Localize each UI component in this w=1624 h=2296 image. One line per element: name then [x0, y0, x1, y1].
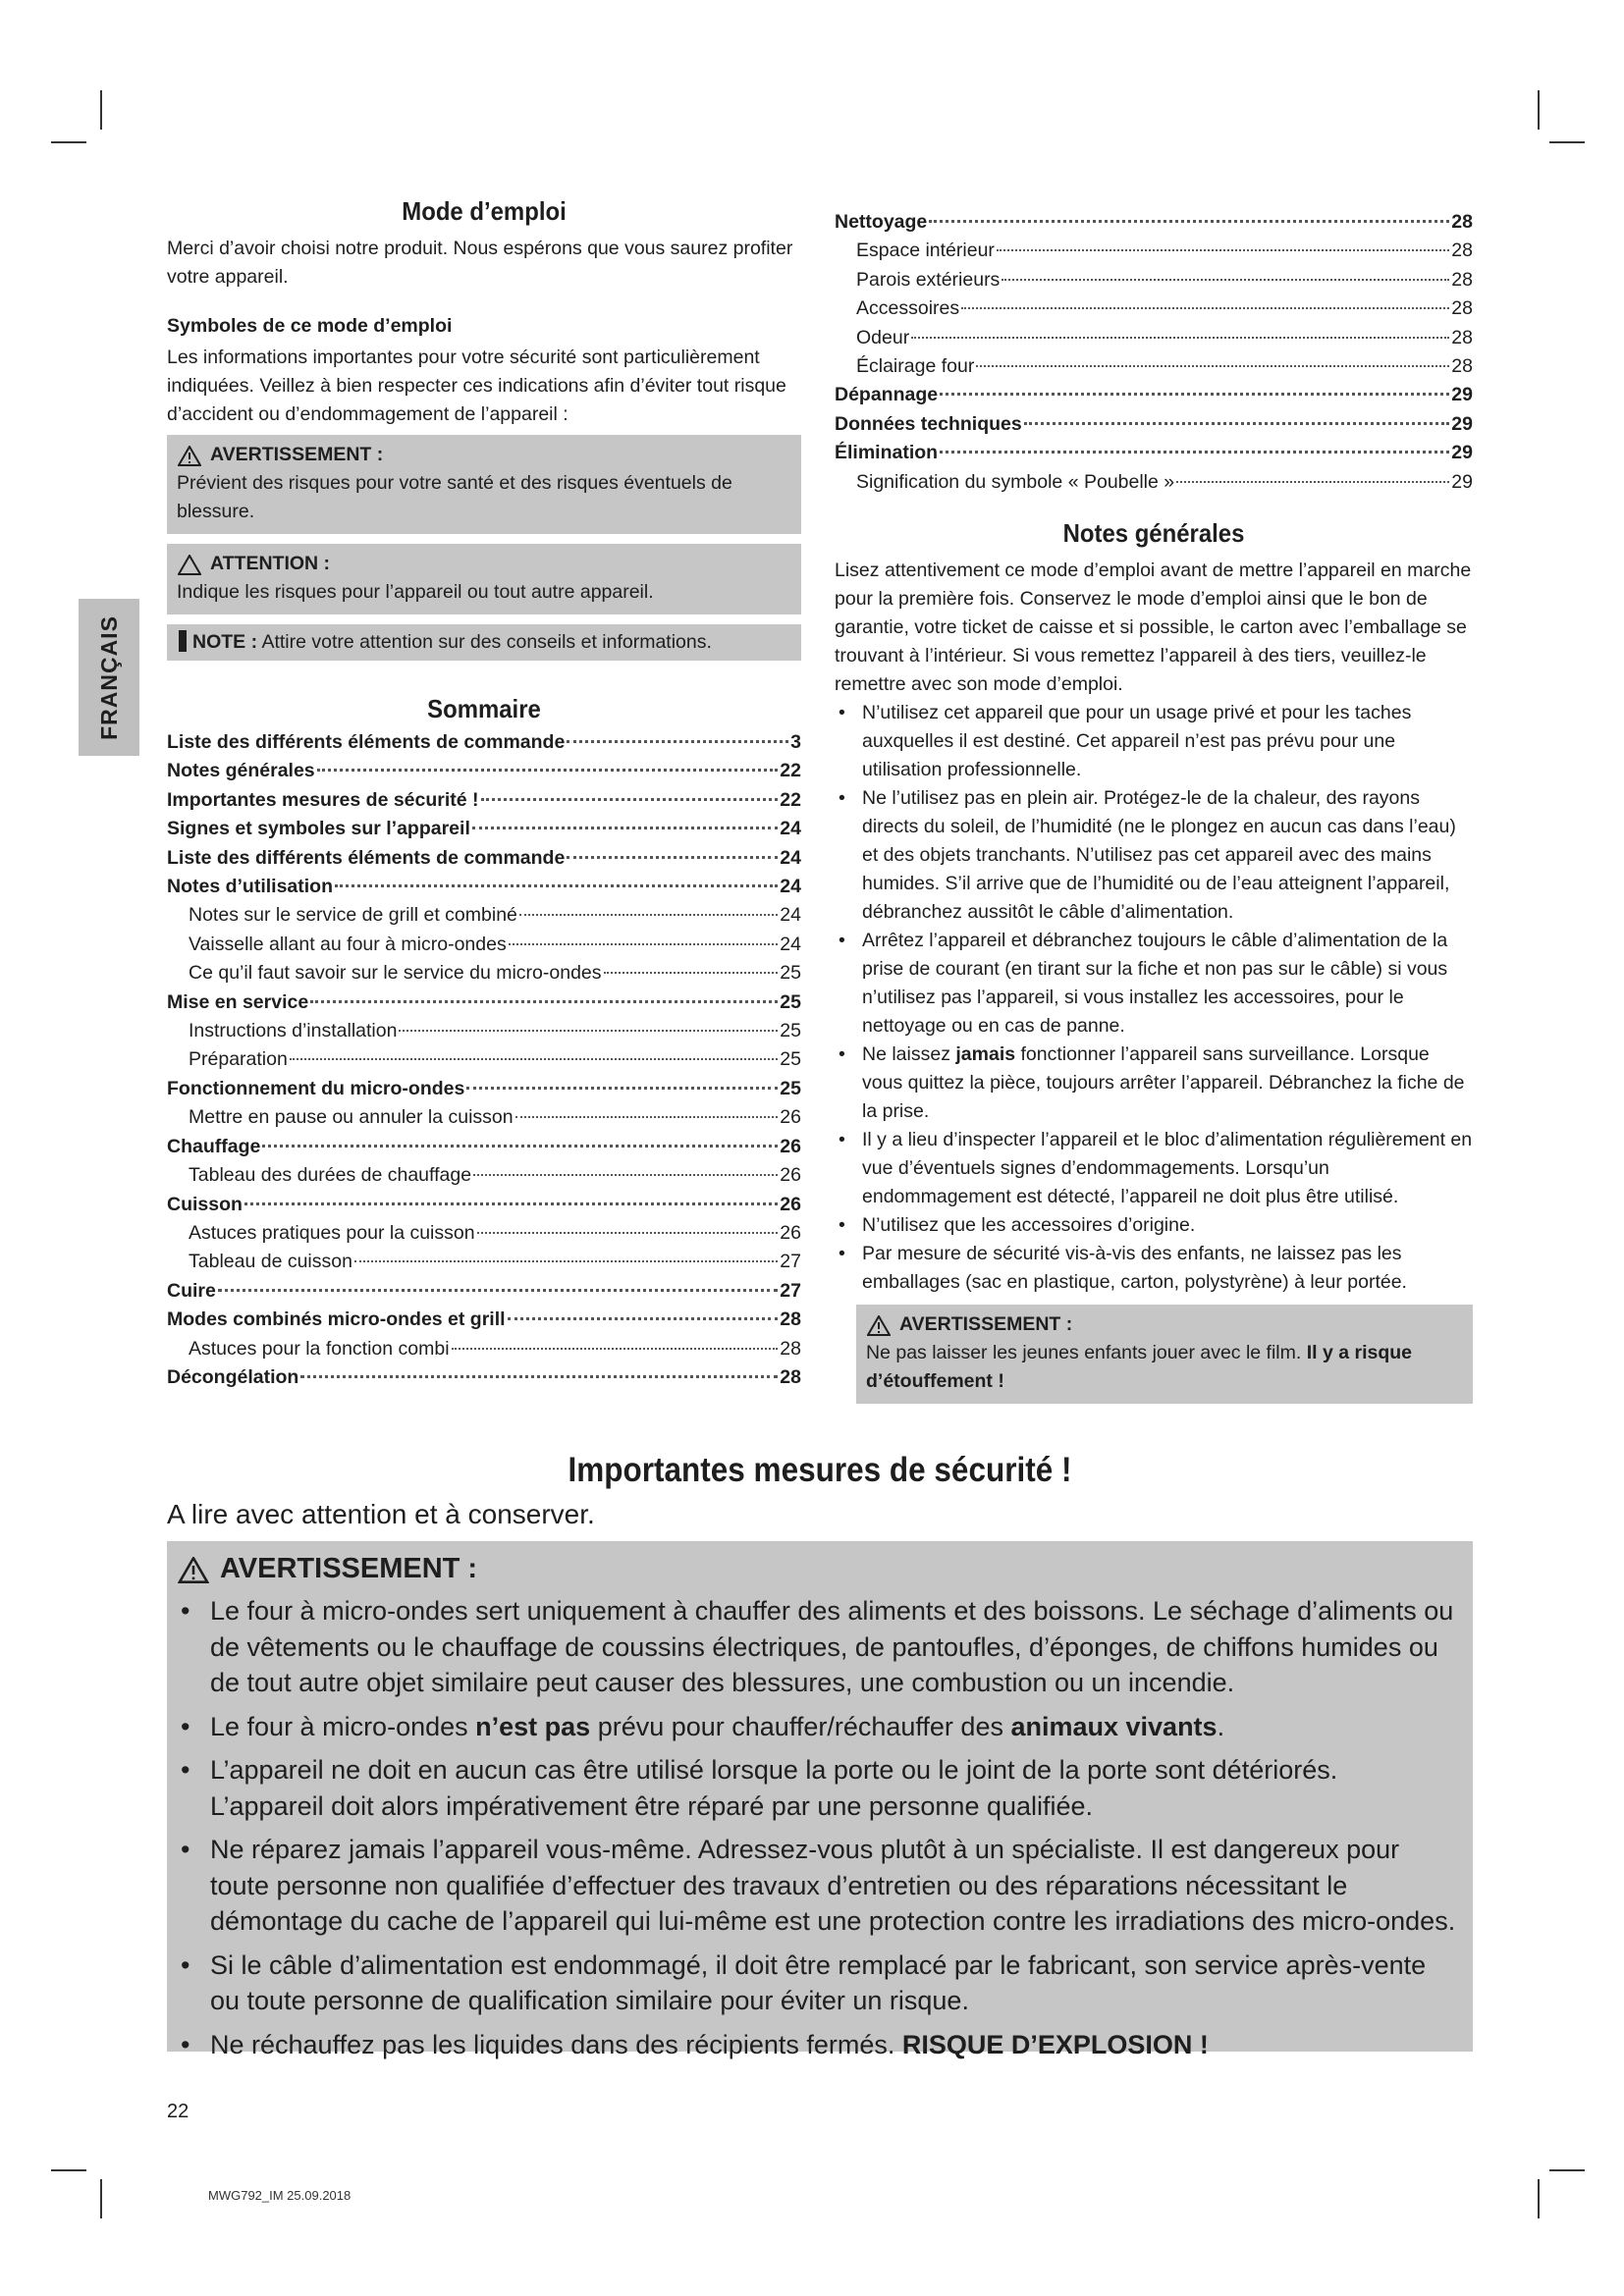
- toc-entry: [835, 266, 1473, 294]
- toc-entry: [167, 1075, 801, 1103]
- toc-entry-label: Éclairage four: [856, 355, 975, 378]
- toc-leader-dots: [940, 451, 1449, 454]
- toc-entry: [835, 294, 1473, 323]
- toc-entry-label: Astuces pour la fonction combi: [189, 1337, 450, 1360]
- note-text: Attire votre attention sur des conseils et informations.: [261, 631, 712, 653]
- toc-entry-page: 27: [780, 1251, 801, 1273]
- bullet-text: N’utilisez que les accessoires d’origine.: [862, 1214, 1196, 1237]
- toc-entry: [167, 1161, 801, 1190]
- toc-entry: [167, 1045, 801, 1074]
- toc-entry-page: 28: [1451, 211, 1473, 233]
- toc-entry-label: Chauffage: [167, 1135, 261, 1157]
- toc-entry-label: Tableau de cuisson: [189, 1251, 352, 1273]
- bullet-text: Par mesure de sécurité vis-à-vis des enfants, ne laissez pas les emballages (sac en plastique, carton, polystyrène) à leur portée.: [862, 1243, 1407, 1294]
- bullet-text: Ne réparez jamais l’appareil vous-même. Adressez-vous plutôt à un spécialiste. Il est dangereux pour toute personne non qualifiée d’effectuer des travaux d’entretien ou des réparations nécessitant le démontage du cache de l’appareil qui lui-même est une protection contre les irradiations des micro-ondes.: [210, 1835, 1456, 1936]
- toc-entry-label: Liste des différents éléments de commande: [167, 846, 566, 869]
- toc-leader-dots: [567, 856, 778, 859]
- sommaire-title: Sommaire: [427, 694, 541, 723]
- warning-triangle-icon: [177, 1556, 210, 1583]
- toc-leader-dots: [961, 307, 1449, 309]
- toc-entry: [167, 1219, 801, 1248]
- toc-entry-page: 25: [780, 990, 801, 1013]
- toc-leader-dots: [515, 1116, 779, 1118]
- table-of-contents-right: [835, 208, 1473, 497]
- toc-leader-dots: [218, 1289, 778, 1292]
- toc-entry-label: Préparation: [189, 1048, 288, 1071]
- attention-text: Indique les risques pour l’appareil ou tout autre appareil.: [177, 581, 654, 603]
- crop-mark-top-left-horizontal: [51, 141, 86, 143]
- list-item: [835, 927, 1473, 1041]
- bullet-text: prévu pour chauffer/réchauffer des: [590, 1711, 1011, 1741]
- toc-entry-page: 29: [1451, 442, 1473, 464]
- toc-entry-page: 25: [780, 1077, 801, 1099]
- toc-leader-dots: [310, 1000, 778, 1003]
- toc-entry: [835, 324, 1473, 352]
- toc-leader-dots: [519, 914, 778, 916]
- notes-warning-text: Ne pas laisser les jeunes enfants jouer avec le film.: [866, 1342, 1302, 1364]
- toc-entry-page: 26: [780, 1193, 801, 1215]
- bullet-bold: jamais: [955, 1043, 1016, 1066]
- list-item: [835, 1041, 1473, 1126]
- toc-entry-page: 25: [780, 962, 801, 985]
- toc-leader-dots: [399, 1030, 778, 1032]
- toc-leader-dots: [452, 1348, 779, 1350]
- toc-leader-dots: [473, 1174, 778, 1176]
- toc-entry: [167, 786, 801, 815]
- toc-entry-page: 28: [1451, 326, 1473, 348]
- list-item: [177, 1832, 1457, 1940]
- toc-entry-page: 22: [780, 760, 801, 782]
- attention-symbol-box: [167, 544, 801, 614]
- toc-entry: [167, 1103, 801, 1132]
- toc-entry-page: 26: [780, 1135, 801, 1157]
- bullet-text: Le four à micro-ondes sert uniquement à chauffer des aliments et des boissons. Le séchage d’aliments ou de vêtements ou le chauffage de coussins électriques, de pantoufles, d’éponges, de chiffons humides ou de tout autre objet similaire peut causer des blessures, une combustion ou un incendie.: [210, 1596, 1454, 1697]
- toc-entry-label: Instructions d’installation: [189, 1020, 398, 1042]
- toc-entry-label: Vaisselle allant au four à micro-ondes: [189, 933, 507, 955]
- toc-entry: [167, 873, 801, 901]
- toc-entry-label: Importantes mesures de sécurité !: [167, 788, 479, 811]
- toc-leader-dots: [940, 393, 1449, 396]
- toc-entry: [835, 208, 1473, 237]
- notes-generales-title: Notes générales: [1062, 518, 1245, 549]
- bullet-text: Si le câble d’alimentation est endommagé, il doit être remplacé par le fabricant, son service après-vente ou toute personne de qualification similaire pour éviter un risque.: [210, 1949, 1427, 2015]
- toc-entry-page: 24: [780, 904, 801, 927]
- toc-entry: [167, 728, 801, 757]
- toc-entry-label: Signification du symbole « Poubelle »: [856, 470, 1175, 493]
- right-column: [835, 208, 1473, 1404]
- toc-leader-dots: [1001, 279, 1449, 281]
- notes-warning-box: [856, 1305, 1473, 1404]
- language-side-tab: [79, 599, 139, 756]
- list-item: [177, 1948, 1457, 2019]
- bullet-bold: n’est pas: [475, 1711, 591, 1741]
- toc-leader-dots: [1176, 481, 1449, 483]
- toc-leader-dots: [472, 827, 778, 829]
- toc-entry-page: 25: [780, 1048, 801, 1071]
- toc-entry-label: Cuire: [167, 1279, 216, 1302]
- attention-triangle-icon: [177, 554, 202, 575]
- bullet-text: L’appareil ne doit en aucun cas être utilisé lorsque la porte ou le joint de la porte sont détériorés. L’appareil doit alors impérativement être réparé par une personne qualifiée.: [210, 1755, 1338, 1821]
- attention-label: ATTENTION :: [210, 553, 331, 574]
- mode-emploi-intro: Merci d’avoir choisi notre produit. Nous espérons que vous saurez profiter votre appareil.: [167, 238, 793, 288]
- toc-entry-label: Fonctionnement du micro-ondes: [167, 1077, 465, 1099]
- bullet-text: Arrêtez l’appareil et débranchez toujours le câble d’alimentation de la prise de courant (en tirant sur la fiche et non pas sur le câble) si vous n’utilisez pas l’appareil, si vous installez les accessoires, pour le nettoyage ou en cas de panne.: [862, 930, 1448, 1038]
- toc-entry: [167, 815, 801, 843]
- importantes-list: [177, 1593, 1457, 2062]
- bullet-text: .: [1217, 1711, 1225, 1741]
- warning-symbol-box: [167, 435, 801, 534]
- toc-entry-label: Accessoires: [856, 297, 960, 320]
- note-symbol-box: [167, 624, 801, 661]
- list-item: [177, 2027, 1457, 2063]
- toc-entry: [835, 439, 1473, 467]
- toc-entry-label: Mise en service: [167, 990, 309, 1013]
- toc-entry-page: 28: [780, 1308, 801, 1331]
- toc-entry-page: 27: [780, 1279, 801, 1302]
- toc-entry-page: 24: [780, 876, 801, 898]
- toc-entry: [167, 1191, 801, 1219]
- list-item: [835, 1126, 1473, 1211]
- toc-leader-dots: [509, 943, 779, 945]
- table-of-contents-left: [167, 728, 801, 1392]
- toc-entry-page: 24: [780, 846, 801, 869]
- toc-entry-label: Élimination: [835, 442, 939, 464]
- left-column: [167, 196, 801, 1392]
- toc-entry: [167, 757, 801, 785]
- toc-entry: [167, 988, 801, 1017]
- toc-entry-label: Ce qu’il faut savoir sur le service du micro-ondes: [189, 962, 602, 985]
- toc-entry-label: Notes d’utilisation: [167, 876, 334, 898]
- warning-text: Prévient des risques pour votre santé et des risques éventuels de blessure.: [177, 472, 732, 522]
- toc-entry-page: 28: [1451, 355, 1473, 378]
- language-label: FRANÇAIS: [95, 614, 122, 740]
- bullet-text: Il y a lieu d’inspecter l’appareil et le bloc d’alimentation régulièrement en vue d’éventuels signes d’endommagements. Lorsqu’un endommagement est détecté, l’appareil ne doit plus être utilisé.: [862, 1129, 1473, 1208]
- toc-leader-dots: [1024, 422, 1450, 425]
- list-item: [835, 1211, 1473, 1240]
- toc-entry: [167, 1017, 801, 1045]
- toc-leader-dots: [911, 337, 1449, 339]
- toc-entry-label: Notes générales: [167, 760, 315, 782]
- bullet-text: Ne l’utilisez pas en plein air. Protégez-le de la chaleur, des rayons directs du soleil, de l’humidité (ne le plongez en aucun cas dans l’eau) et des objets tranchants. N’utilisez pas cet appareil avec des mains humides. S’il arrive que de l’humidité ou de l’eau atteignent l’appareil, débranchez aussitôt le câble d’alimentation.: [862, 787, 1456, 924]
- toc-entry: [835, 352, 1473, 381]
- toc-leader-dots: [604, 972, 779, 974]
- toc-entry-page: 29: [1451, 412, 1473, 435]
- toc-entry: [835, 237, 1473, 265]
- toc-entry-page: 3: [790, 731, 801, 753]
- toc-leader-dots: [244, 1202, 778, 1205]
- toc-leader-dots: [929, 220, 1449, 223]
- toc-entry-page: 25: [780, 1020, 801, 1042]
- crop-mark-top-right-vertical: [1538, 90, 1540, 130]
- list-item: [835, 699, 1473, 784]
- crop-mark-bottom-left-vertical: [100, 2179, 102, 2218]
- toc-entry-page: 26: [780, 1106, 801, 1129]
- bullet-text: N’utilisez cet appareil que pour un usage privé et pour les taches auxquelles il est destiné. Cet appareil n’est pas prévu pour une utilisation professionnelle.: [862, 702, 1412, 781]
- info-icon: [179, 630, 187, 652]
- toc-entry-label: Signes et symboles sur l’appareil: [167, 818, 470, 840]
- bullet-text: Le four à micro-ondes: [210, 1711, 476, 1741]
- toc-entry-label: Notes sur le service de grill et combiné: [189, 904, 517, 927]
- toc-entry: [167, 1277, 801, 1306]
- toc-entry-label: Espace intérieur: [856, 240, 995, 262]
- toc-entry-page: 28: [780, 1337, 801, 1360]
- footer-code: MWG792_IM 25.09.2018: [208, 2188, 352, 2203]
- toc-leader-dots: [290, 1058, 778, 1060]
- crop-mark-bottom-right-vertical: [1538, 2179, 1540, 2218]
- toc-entry: [167, 901, 801, 930]
- toc-leader-dots: [477, 1232, 779, 1234]
- symbols-text: Les informations importantes pour votre sécurité sont particulièrement indiquées. Veillez à bien respecter ces indications afin d’éviter tout risque d’accident ou d’endommagement de l’appareil :: [167, 347, 786, 425]
- list-item: [177, 1752, 1457, 1824]
- toc-entry-label: Liste des différents éléments de commande: [167, 731, 566, 753]
- toc-leader-dots: [300, 1375, 778, 1378]
- toc-leader-dots: [354, 1260, 778, 1262]
- toc-entry-label: Mettre en pause ou annuler la cuisson: [189, 1106, 514, 1129]
- toc-entry-page: 26: [780, 1164, 801, 1187]
- toc-entry-page: 24: [780, 818, 801, 840]
- note-label: NOTE :: [192, 631, 258, 653]
- notes-generales-intro: Lisez attentivement ce mode d’emploi avant de mettre l’appareil en marche pour la première fois. Conservez le mode d’emploi ainsi que le bon de garantie, votre ticket de caisse et si possible, le carton avec l’emballage se trouvant à l’intérieur. Si vous remettez l’appareil à des tiers, veuillez-le remettre avec son mode d’emploi.: [835, 560, 1472, 696]
- toc-entry-page: 24: [780, 933, 801, 955]
- warning-triangle-icon: [177, 445, 202, 466]
- toc-leader-dots: [567, 740, 788, 743]
- toc-entry-page: 28: [1451, 268, 1473, 291]
- toc-entry-label: Nettoyage: [835, 211, 928, 233]
- notes-warning-label: AVERTISSEMENT :: [899, 1313, 1073, 1336]
- importantes-title: Importantes mesures de sécurité !: [568, 1451, 1072, 1489]
- crop-mark-bottom-left-horizontal: [51, 2169, 86, 2171]
- crop-mark-bottom-right-horizontal: [1549, 2169, 1585, 2171]
- toc-entry-page: 22: [780, 788, 801, 811]
- bullet-bold: RISQUE D’EXPLOSION !: [901, 2029, 1209, 2059]
- toc-entry-page: 28: [1451, 297, 1473, 320]
- toc-entry-label: Astuces pratiques pour la cuisson: [189, 1221, 475, 1244]
- toc-entry: [167, 1335, 801, 1363]
- toc-entry: [167, 959, 801, 988]
- bullet-text: fonctionner l’appareil sans surveillance. Lorsque vous quittez la pièce, toujours arrêter l’appareil. Débranchez la fiche de la prise.: [862, 1043, 1465, 1123]
- toc-leader-dots: [317, 769, 779, 772]
- toc-entry-label: Parois extérieurs: [856, 268, 1001, 291]
- mode-emploi-title: Mode d’emploi: [402, 196, 567, 226]
- toc-entry: [167, 1306, 801, 1334]
- toc-leader-dots: [976, 365, 1449, 367]
- toc-entry-label: Cuisson: [167, 1193, 243, 1215]
- toc-leader-dots: [335, 884, 778, 887]
- bullet-text: Ne laissez: [862, 1043, 956, 1066]
- toc-entry: [835, 468, 1473, 497]
- toc-entry: [167, 1248, 801, 1276]
- toc-entry-label: Données techniques: [835, 412, 1022, 435]
- toc-entry: [167, 1363, 801, 1392]
- toc-leader-dots: [481, 798, 779, 801]
- toc-entry: [835, 410, 1473, 439]
- toc-leader-dots: [262, 1145, 778, 1148]
- toc-entry-label: Modes combinés micro-ondes et grill: [167, 1308, 506, 1331]
- warning-label: AVERTISSEMENT :: [210, 444, 384, 465]
- page-number: 22: [167, 2101, 189, 2122]
- toc-entry-label: Tableau des durées de chauffage: [189, 1164, 472, 1187]
- toc-entry-label: Odeur: [856, 326, 910, 348]
- toc-entry-page: 26: [780, 1221, 801, 1244]
- list-item: [177, 1593, 1457, 1701]
- list-item: [177, 1709, 1457, 1745]
- importantes-warning-box: [167, 1541, 1473, 2059]
- toc-entry-page: 29: [1451, 384, 1473, 406]
- list-item: [835, 1240, 1473, 1297]
- toc-entry: [167, 844, 801, 873]
- toc-entry: [167, 1133, 801, 1161]
- symbols-heading: Symboles de ce mode d’emploi: [167, 315, 453, 337]
- toc-entry-label: Décongélation: [167, 1365, 299, 1388]
- crop-mark-top-right-horizontal: [1549, 141, 1585, 143]
- toc-entry-label: Dépannage: [835, 384, 939, 406]
- toc-leader-dots: [466, 1087, 778, 1090]
- toc-entry-page: 29: [1451, 470, 1473, 493]
- bullet-text: Ne réchauffez pas les liquides dans des récipients fermés.: [210, 2029, 902, 2059]
- warning-triangle-icon: [866, 1314, 892, 1336]
- toc-entry-page: 28: [780, 1365, 801, 1388]
- toc-entry-page: 28: [1451, 240, 1473, 262]
- notes-generales-list: [835, 699, 1473, 1297]
- toc-entry: [835, 381, 1473, 409]
- crop-mark-top-left-vertical: [100, 90, 102, 130]
- toc-leader-dots: [508, 1317, 779, 1320]
- importantes-subtitle: A lire avec attention et à conserver.: [167, 1499, 595, 1529]
- toc-leader-dots: [997, 249, 1449, 251]
- bullet-bold: animaux vivants: [1010, 1711, 1218, 1741]
- toc-entry: [167, 931, 801, 959]
- notes-warning-bold: Il y a risque d’étouffement !: [866, 1342, 1413, 1393]
- importantes-warning-label: AVERTISSEMENT :: [220, 1553, 478, 1584]
- list-item: [835, 784, 1473, 927]
